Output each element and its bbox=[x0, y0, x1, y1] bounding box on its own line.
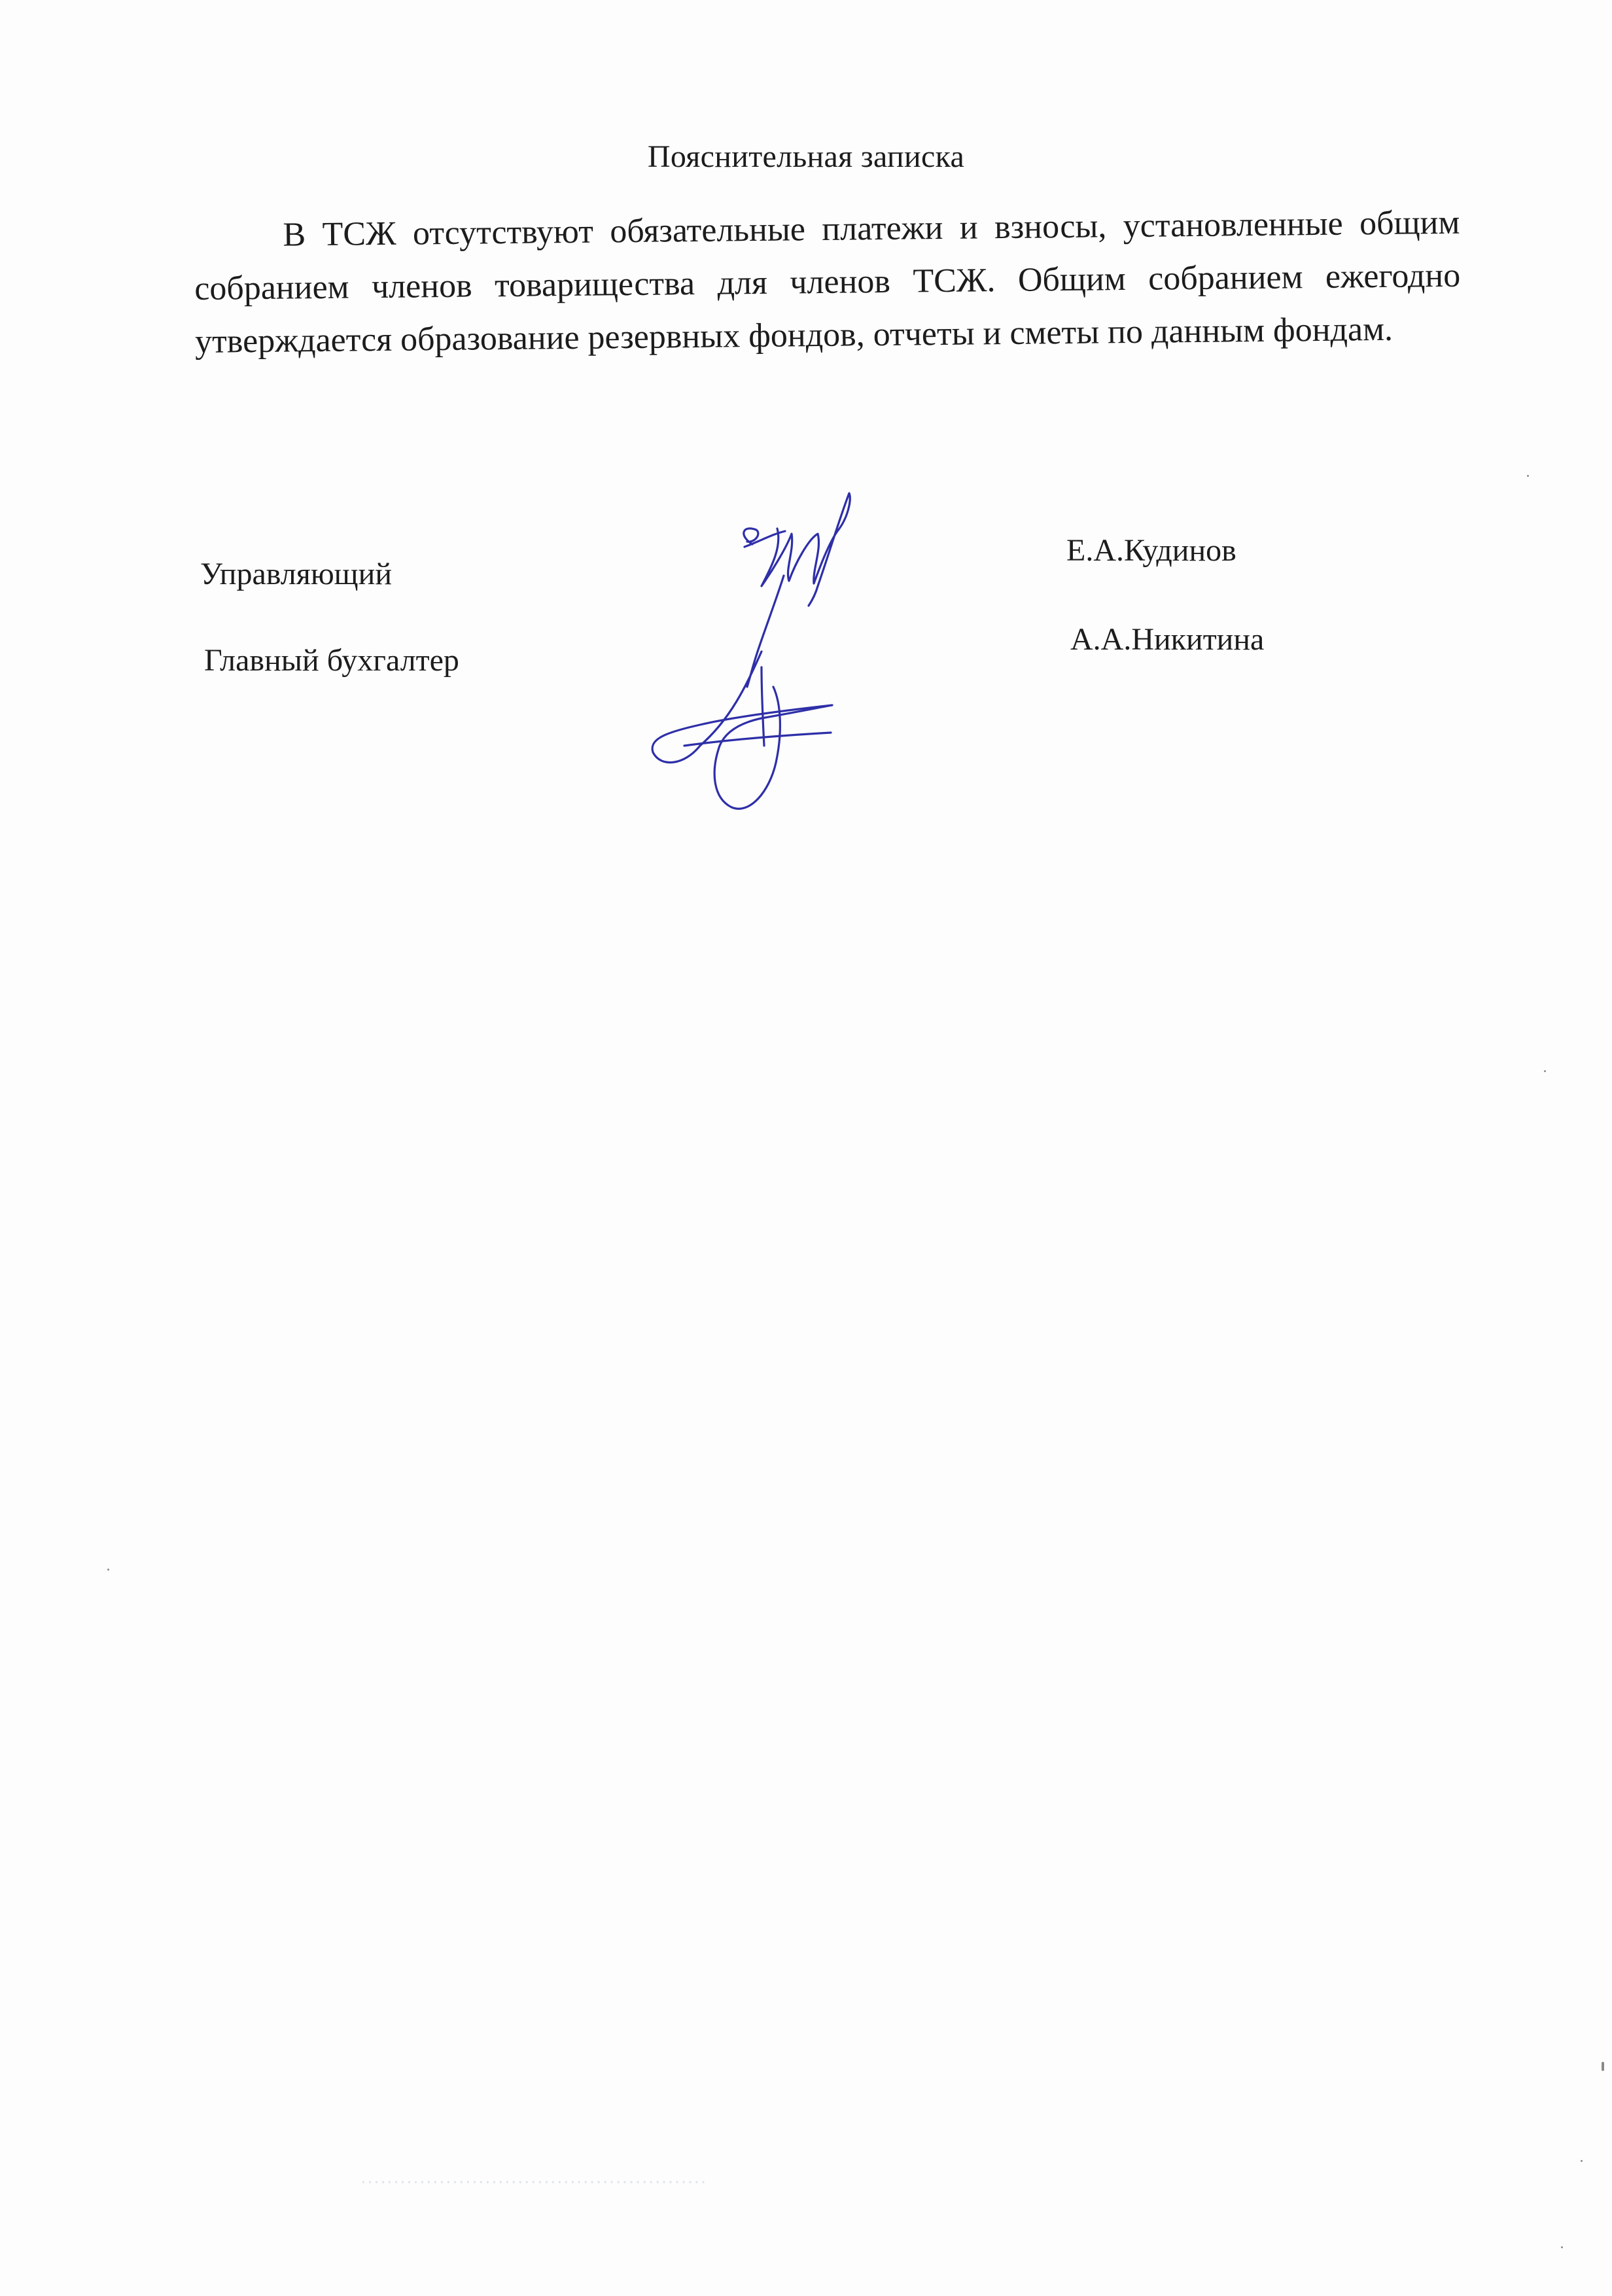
scan-speck bbox=[107, 1569, 109, 1571]
bleed-through-text: ····················································· bbox=[360, 2170, 707, 2192]
scan-speck bbox=[1561, 2246, 1563, 2248]
signature-lower-loop bbox=[652, 652, 832, 809]
signature-vertical-stroke bbox=[762, 667, 764, 746]
accountant-role-label: Главный бухгалтер bbox=[204, 643, 459, 678]
handwritten-signature bbox=[622, 471, 962, 824]
accountant-name: А.А.Никитина bbox=[1070, 622, 1265, 657]
signature-upper-stroke bbox=[744, 493, 850, 606]
manager-role-label: Управляющий bbox=[200, 557, 393, 591]
scan-speck bbox=[1544, 1070, 1546, 1072]
scan-speck bbox=[1602, 2062, 1604, 2071]
manager-name: Е.А.Кудинов bbox=[1066, 533, 1236, 568]
scan-speck bbox=[1527, 475, 1529, 477]
document-title: Пояснительная записка bbox=[647, 139, 965, 174]
scan-speck bbox=[1581, 2160, 1583, 2162]
body-paragraph: В ТСЖ отсутствуют обязательные платежи и взносы, установленные общим собранием членов товарищества для членов ТСЖ. Общим собранием ежегодно утверждается образование резервных фондов, отчеты и сметы по данным фондам. bbox=[194, 203, 1461, 360]
